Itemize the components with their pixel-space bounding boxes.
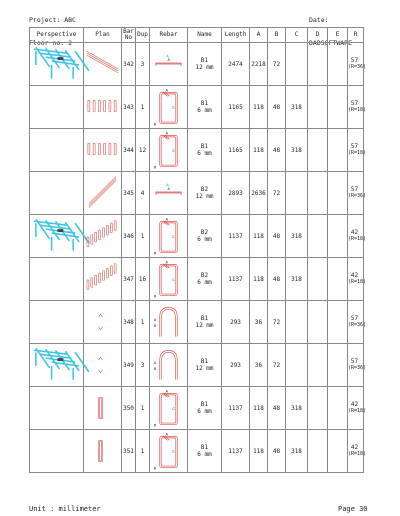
floor-label: Floor no. 2 <box>29 38 73 47</box>
table-row <box>30 43 364 86</box>
a-cell: 118 <box>250 430 268 473</box>
rebar-dimension-label: A <box>167 59 170 64</box>
plan-cell <box>84 129 122 172</box>
column-header: Length <box>222 28 250 43</box>
rebar-dimension-label: C <box>172 407 175 412</box>
column-header: D <box>308 28 328 43</box>
rebar-shape-drawing <box>150 387 187 429</box>
bar-no-cell: 347 <box>122 258 136 301</box>
rebar-shape-drawing <box>150 258 187 300</box>
name-cell <box>188 430 222 473</box>
plan-cell <box>84 172 122 215</box>
cell-text: 12 mm <box>195 365 214 372</box>
rebar-cell <box>150 86 188 129</box>
bar-no-cell: 348 <box>122 301 136 344</box>
cell-text: (R=18) <box>348 451 367 457</box>
cell-text: (R=18) <box>348 107 367 113</box>
rebar-cell <box>150 43 188 86</box>
cell-text: B2 <box>200 186 209 193</box>
rebar-dimension-label: A <box>165 218 168 223</box>
plan-view <box>84 387 121 429</box>
cell-text: B1 <box>200 315 209 322</box>
d-cell <box>308 430 328 473</box>
e-cell <box>328 430 348 473</box>
r-cell <box>348 86 367 129</box>
plan-view <box>84 129 121 171</box>
a-cell: 2636 <box>250 172 268 215</box>
bar-no-cell: 345 <box>122 172 136 215</box>
rebar-shape-drawing <box>150 344 187 386</box>
cell-text: B1 <box>200 358 209 365</box>
cell-text: 6 mm <box>197 107 212 114</box>
a-cell: 36 <box>250 344 268 387</box>
cell-text: (R=18) <box>348 236 367 242</box>
d-cell <box>308 215 328 258</box>
perspective-cell <box>30 86 84 129</box>
dup-cell: 1 <box>136 301 150 344</box>
r-cell <box>348 258 367 301</box>
plan-cell <box>84 430 122 473</box>
perspective-cell <box>30 387 84 430</box>
rebar-dimension-label: A <box>165 261 168 266</box>
rebar-dimension-label: A <box>153 362 157 367</box>
r-cell <box>348 387 367 430</box>
cell-text: 57 <box>350 186 359 193</box>
column-header: Perspective <box>30 28 84 43</box>
rebar-dimension-label: R <box>153 424 157 429</box>
bar-no-cell: 343 <box>122 86 136 129</box>
name-cell <box>188 258 222 301</box>
plan-view <box>84 301 121 343</box>
a-cell: 118 <box>250 258 268 301</box>
e-cell <box>328 86 348 129</box>
rebar-dimension-label: C <box>172 235 175 240</box>
perspective-cell <box>30 301 84 344</box>
plan-cell <box>84 86 122 129</box>
b-cell: 72 <box>268 172 286 215</box>
length-cell: 1137 <box>222 258 250 301</box>
plan-cell <box>84 387 122 430</box>
bar-no-cell: 350 <box>122 387 136 430</box>
cell-text: 57 <box>350 57 359 64</box>
d-cell <box>308 301 328 344</box>
c-cell: 318 <box>286 129 308 172</box>
perspective-cell <box>30 258 84 301</box>
b-cell: 72 <box>268 344 286 387</box>
unit-label: Unit : millimeter <box>29 505 101 513</box>
column-header: Bar No <box>123 28 134 41</box>
length-cell: 293 <box>222 301 250 344</box>
r-cell <box>348 43 367 86</box>
name-cell <box>188 129 222 172</box>
cell-text: 12 mm <box>195 322 214 329</box>
perspective-cell <box>30 129 84 172</box>
length-cell: 1165 <box>222 86 250 129</box>
r-cell <box>348 344 367 387</box>
perspective-cell <box>30 172 84 215</box>
column-header: B <box>268 28 286 43</box>
table-row <box>30 301 364 344</box>
table-row <box>30 215 364 258</box>
c-cell: 318 <box>286 258 308 301</box>
rebar-dimension-label: B <box>153 367 157 372</box>
rebar-dimension-label: R <box>153 252 157 257</box>
a-cell: 118 <box>250 215 268 258</box>
plan-cell <box>84 43 122 86</box>
column-header: Name <box>188 28 222 43</box>
b-cell: 48 <box>268 258 286 301</box>
b-cell: 48 <box>268 430 286 473</box>
d-cell <box>308 43 328 86</box>
rebar-shape-drawing <box>150 172 187 214</box>
d-cell <box>308 86 328 129</box>
d-cell <box>308 387 328 430</box>
rebar-dimension-label: A <box>167 188 170 193</box>
cell-text: 42 <box>350 401 359 408</box>
bar-no-cell: 349 <box>122 344 136 387</box>
d-cell <box>308 344 328 387</box>
perspective-cell <box>30 430 84 473</box>
header-row <box>30 28 364 43</box>
name-cell <box>188 301 222 344</box>
cell-text: 57 <box>350 358 359 365</box>
dup-cell: 4 <box>136 172 150 215</box>
d-cell <box>308 129 328 172</box>
name-cell <box>188 86 222 129</box>
column-header: Dup <box>136 28 150 43</box>
cell-text: B1 <box>200 444 209 451</box>
rebar-dimension-label: R <box>153 467 157 472</box>
dup-cell: 16 <box>136 258 150 301</box>
a-cell: 118 <box>250 129 268 172</box>
column-header: A <box>250 28 268 43</box>
name-cell <box>188 215 222 258</box>
rebar-dimension-label: C <box>172 149 175 154</box>
table-row <box>30 129 364 172</box>
cell-text: (R=18) <box>348 408 367 414</box>
cell-text: (R=18) <box>348 279 367 285</box>
b-cell: 48 <box>268 86 286 129</box>
dup-cell: 1 <box>136 430 150 473</box>
cell-text: 6 mm <box>197 236 212 243</box>
bar-no-cell: 344 <box>122 129 136 172</box>
cell-text: 12 mm <box>195 64 214 71</box>
name-cell <box>188 43 222 86</box>
perspective-3d-view <box>30 43 83 85</box>
cell-text: (R=36) <box>348 365 367 371</box>
e-cell <box>328 387 348 430</box>
length-cell: 2893 <box>222 172 250 215</box>
a-cell: 118 <box>250 86 268 129</box>
rebar-shape-drawing <box>150 129 187 171</box>
rebar-dimension-label: R <box>153 123 157 128</box>
perspective-cell <box>30 215 84 258</box>
cell-text: 6 mm <box>197 451 212 458</box>
rebar-cell <box>150 344 188 387</box>
c-cell: 318 <box>286 86 308 129</box>
dup-cell: 12 <box>136 129 150 172</box>
r-cell <box>348 129 367 172</box>
rebar-dimension-label: R <box>153 295 157 300</box>
c-cell: 318 <box>286 387 308 430</box>
b-cell: 72 <box>268 301 286 344</box>
rebar-schedule-table <box>29 27 367 473</box>
column-header: E <box>328 28 348 43</box>
table-row <box>30 172 364 215</box>
cell-text: B2 <box>200 272 209 279</box>
cell-text: B1 <box>200 100 209 107</box>
plan-cell <box>84 344 122 387</box>
rebar-cell <box>150 215 188 258</box>
r-cell <box>348 215 367 258</box>
plan-view <box>84 172 121 214</box>
rebar-dimension-label: B <box>153 324 157 329</box>
d-cell <box>308 172 328 215</box>
plan-cell <box>84 258 122 301</box>
name-cell <box>188 172 222 215</box>
name-cell <box>188 344 222 387</box>
plan-view <box>84 43 121 85</box>
perspective-3d-view <box>30 215 83 257</box>
c-cell <box>286 301 308 344</box>
dup-cell: 1 <box>136 86 150 129</box>
cell-text: (R=36) <box>348 322 367 328</box>
rebar-shape-drawing <box>150 430 187 472</box>
plan-view <box>84 215 121 257</box>
cell-text: 42 <box>350 444 359 451</box>
cell-text: (R=18) <box>348 150 367 156</box>
rebar-shape-drawing <box>150 215 187 257</box>
perspective-3d-view <box>30 344 83 386</box>
cell-text: 57 <box>350 143 359 150</box>
cell-text: 12 mm <box>195 193 214 200</box>
bar-no-cell: 342 <box>122 43 136 86</box>
a-cell: 118 <box>250 387 268 430</box>
e-cell <box>328 129 348 172</box>
dup-cell: 1 <box>136 215 150 258</box>
rebar-dimension-label: A <box>165 89 168 94</box>
length-cell: 1137 <box>222 430 250 473</box>
page-number: Page 30 <box>338 505 368 513</box>
cell-text: B1 <box>200 57 209 64</box>
c-cell <box>286 43 308 86</box>
length-cell: 1165 <box>222 129 250 172</box>
b-cell: 48 <box>268 215 286 258</box>
rebar-cell <box>150 172 188 215</box>
cell-text: 6 mm <box>197 150 212 157</box>
table-row <box>30 258 364 301</box>
column-header: Rebar <box>150 28 188 43</box>
e-cell <box>328 43 348 86</box>
rebar-dimension-label: R <box>153 166 157 171</box>
rebar-dimension-label: A <box>165 390 168 395</box>
plan-cell <box>84 301 122 344</box>
a-cell: 36 <box>250 301 268 344</box>
a-cell: 2218 <box>250 43 268 86</box>
rebar-cell <box>150 258 188 301</box>
e-cell <box>328 301 348 344</box>
length-cell: 293 <box>222 344 250 387</box>
perspective-cell <box>30 43 84 86</box>
company-name: DADSOFTWARE <box>309 38 353 47</box>
rebar-dimension-label: A <box>153 319 157 324</box>
c-cell <box>286 172 308 215</box>
r-cell <box>348 301 367 344</box>
cell-text: (R=36) <box>348 64 367 70</box>
cell-text: B1 <box>200 401 209 408</box>
plan-view <box>84 258 121 300</box>
column-header: C <box>286 28 308 43</box>
rebar-dimension-label: C <box>172 450 175 455</box>
table-row <box>30 344 364 387</box>
rebar-cell <box>150 129 188 172</box>
table-row <box>30 387 364 430</box>
bar-no-cell: 351 <box>122 430 136 473</box>
table-row <box>30 430 364 473</box>
dup-cell: 1 <box>136 387 150 430</box>
cell-text: 42 <box>350 272 359 279</box>
column-header: R <box>348 28 364 43</box>
b-cell: 48 <box>268 129 286 172</box>
b-cell: 72 <box>268 43 286 86</box>
c-cell: 318 <box>286 430 308 473</box>
rebar-cell <box>150 430 188 473</box>
cell-text: 6 mm <box>197 279 212 286</box>
plan-view <box>84 430 121 472</box>
length-cell: 2474 <box>222 43 250 86</box>
plan-view <box>84 86 121 128</box>
rebar-dimension-label: A <box>165 132 168 137</box>
date-label: Date: <box>309 16 329 24</box>
rebar-cell <box>150 387 188 430</box>
rebar-dimension-label: C <box>172 106 175 111</box>
d-cell <box>308 258 328 301</box>
rebar-shape-drawing <box>150 43 187 85</box>
cell-text: 57 <box>350 315 359 322</box>
b-cell: 48 <box>268 387 286 430</box>
column-header: Plan <box>84 28 122 43</box>
dup-cell: 3 <box>136 43 150 86</box>
c-cell: 318 <box>286 215 308 258</box>
table-row <box>30 86 364 129</box>
e-cell <box>328 344 348 387</box>
cell-text: 6 mm <box>197 408 212 415</box>
e-cell <box>328 215 348 258</box>
name-cell <box>188 387 222 430</box>
length-cell: 1137 <box>222 387 250 430</box>
rebar-shape-drawing <box>150 301 187 343</box>
project-label: Project: ABC <box>29 16 76 24</box>
perspective-cell <box>30 344 84 387</box>
r-cell <box>348 172 367 215</box>
cell-text: (R=36) <box>348 193 367 199</box>
cell-text: B2 <box>200 229 209 236</box>
rebar-cell <box>150 301 188 344</box>
rebar-dimension-label: A <box>165 433 168 438</box>
cell-text: 57 <box>350 100 359 107</box>
length-cell: 1137 <box>222 215 250 258</box>
e-cell <box>328 172 348 215</box>
plan-view <box>84 344 121 386</box>
bar-no-cell: 346 <box>122 215 136 258</box>
e-cell <box>328 258 348 301</box>
rebar-dimension-label: C <box>172 278 175 283</box>
c-cell <box>286 344 308 387</box>
dup-cell: 3 <box>136 344 150 387</box>
cell-text: B1 <box>200 143 209 150</box>
rebar-shape-drawing <box>150 86 187 128</box>
plan-cell <box>84 215 122 258</box>
cell-text: 42 <box>350 229 359 236</box>
r-cell <box>348 430 367 473</box>
